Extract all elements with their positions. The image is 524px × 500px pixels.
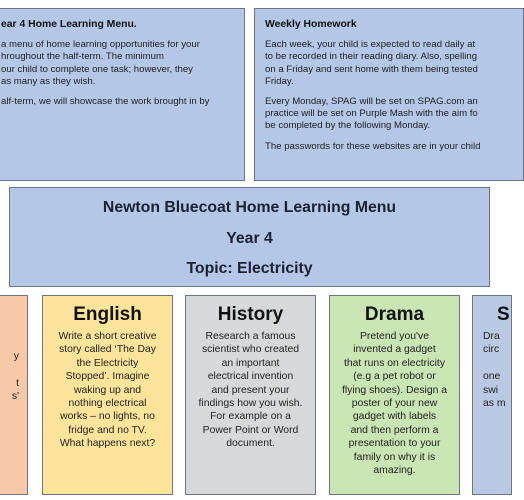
card-line: s': [11, 391, 19, 403]
weekly-homework-heading: Weekly Homework: [265, 19, 357, 30]
topic-label: Topic: Electricity: [186, 260, 313, 277]
homework-line: Each week, your child is expected to read daily at: [265, 39, 476, 51]
card-title-history: History: [217, 304, 284, 325]
card-line: For example on a: [210, 411, 291, 423]
menu-title-panel: [9, 187, 490, 287]
task-card-right: [472, 295, 512, 495]
card-line: t: [16, 377, 19, 389]
card-line: works – no lights, no: [60, 411, 155, 423]
card-line: an important: [221, 357, 280, 369]
card-line: and present your: [211, 384, 290, 396]
card-line: waking up and: [73, 384, 141, 396]
card-line: (e.g a pet robot or: [353, 371, 436, 383]
card-line: Dra: [483, 331, 500, 342]
card-line: document.: [226, 438, 275, 450]
card-line: Pretend you've: [360, 331, 429, 342]
card-text-right: [483, 330, 511, 410]
menu-title: Newton Bluecoat Home Learning Menu: [102, 199, 397, 216]
task-card-left: [0, 295, 28, 495]
weekly-homework-para-1: [265, 39, 513, 88]
card-line: the Electricity: [76, 357, 139, 369]
intro-text-2: [1, 96, 234, 108]
card-line: Stopped’. Imagine: [65, 371, 150, 383]
card-line: and then perform a: [350, 424, 439, 436]
intro-line: as many as they wish.: [1, 75, 96, 87]
card-line: story called ‘The Day: [58, 344, 157, 356]
card-line: Write a short creative: [58, 331, 157, 342]
card-line: one: [483, 371, 501, 383]
card-line: flying shoes). Design a: [341, 384, 448, 396]
card-line: findings how you wish.: [198, 398, 303, 410]
card-line: Research a famous: [205, 331, 296, 342]
homework-line: to be recorded in their reading diary. Also, spelling: [265, 51, 478, 63]
homework-line: be completed by the following Monday.: [265, 120, 431, 132]
card-line: circ: [483, 344, 500, 356]
card-line: that runs on electricity: [343, 357, 446, 369]
year-label: Year 4: [226, 230, 273, 247]
intro-line: our child to complete one task; however, they: [1, 63, 193, 75]
card-line: What happens next?: [59, 438, 156, 450]
intro-line: hroughout the half-term. The minimum: [1, 51, 164, 63]
homework-line: Friday.: [265, 75, 294, 87]
card-line: Power Point or Word: [202, 424, 299, 436]
task-card-drama: [329, 295, 460, 495]
card-line: poster of your new: [351, 398, 438, 410]
intro-panel: [0, 8, 245, 181]
card-line: electrical invention: [207, 371, 294, 383]
card-line: fridge and no TV.: [68, 424, 147, 436]
intro-line: a menu of home learning opportunities for your: [1, 39, 200, 51]
weekly-homework-panel: [254, 8, 524, 181]
card-title-drama: Drama: [364, 304, 425, 325]
card-text: [0, 350, 21, 404]
card-line: nothing electrical: [68, 398, 147, 410]
card-line: y: [13, 351, 19, 362]
homework-line: practice will be set on Purple Mash with the aim fo: [265, 108, 478, 120]
card-text-history: [192, 330, 309, 451]
card-text-english: [49, 330, 166, 451]
intro-text: [1, 39, 234, 88]
card-line: scientist who created: [201, 344, 300, 356]
card-line: as m: [483, 398, 506, 410]
card-line: invented a gadget: [353, 344, 436, 356]
card-line: swi: [483, 384, 499, 396]
card-line: gadget with labels: [352, 411, 437, 423]
weekly-homework-para-2: [265, 96, 513, 133]
homework-line: on a Friday and sent home with them being tested: [265, 63, 478, 75]
card-title-english: English: [73, 304, 142, 325]
task-card-history: [185, 295, 316, 495]
intro-heading: ear 4 Home Learning Menu.: [1, 19, 137, 30]
card-title-right: S: [497, 304, 510, 325]
task-card-english: [42, 295, 173, 495]
card-text-drama: [336, 330, 453, 477]
card-line: amazing.: [373, 465, 416, 477]
homework-line: Every Monday, SPAG will be set on SPAG.com an: [265, 96, 478, 108]
card-line: presentation to your: [348, 438, 441, 450]
intro-line: alf-term, we will showcase the work brought in by: [1, 96, 210, 108]
card-line: family on why it is: [353, 451, 436, 463]
weekly-homework-para-3: The passwords for these websites are in your child: [265, 140, 481, 152]
